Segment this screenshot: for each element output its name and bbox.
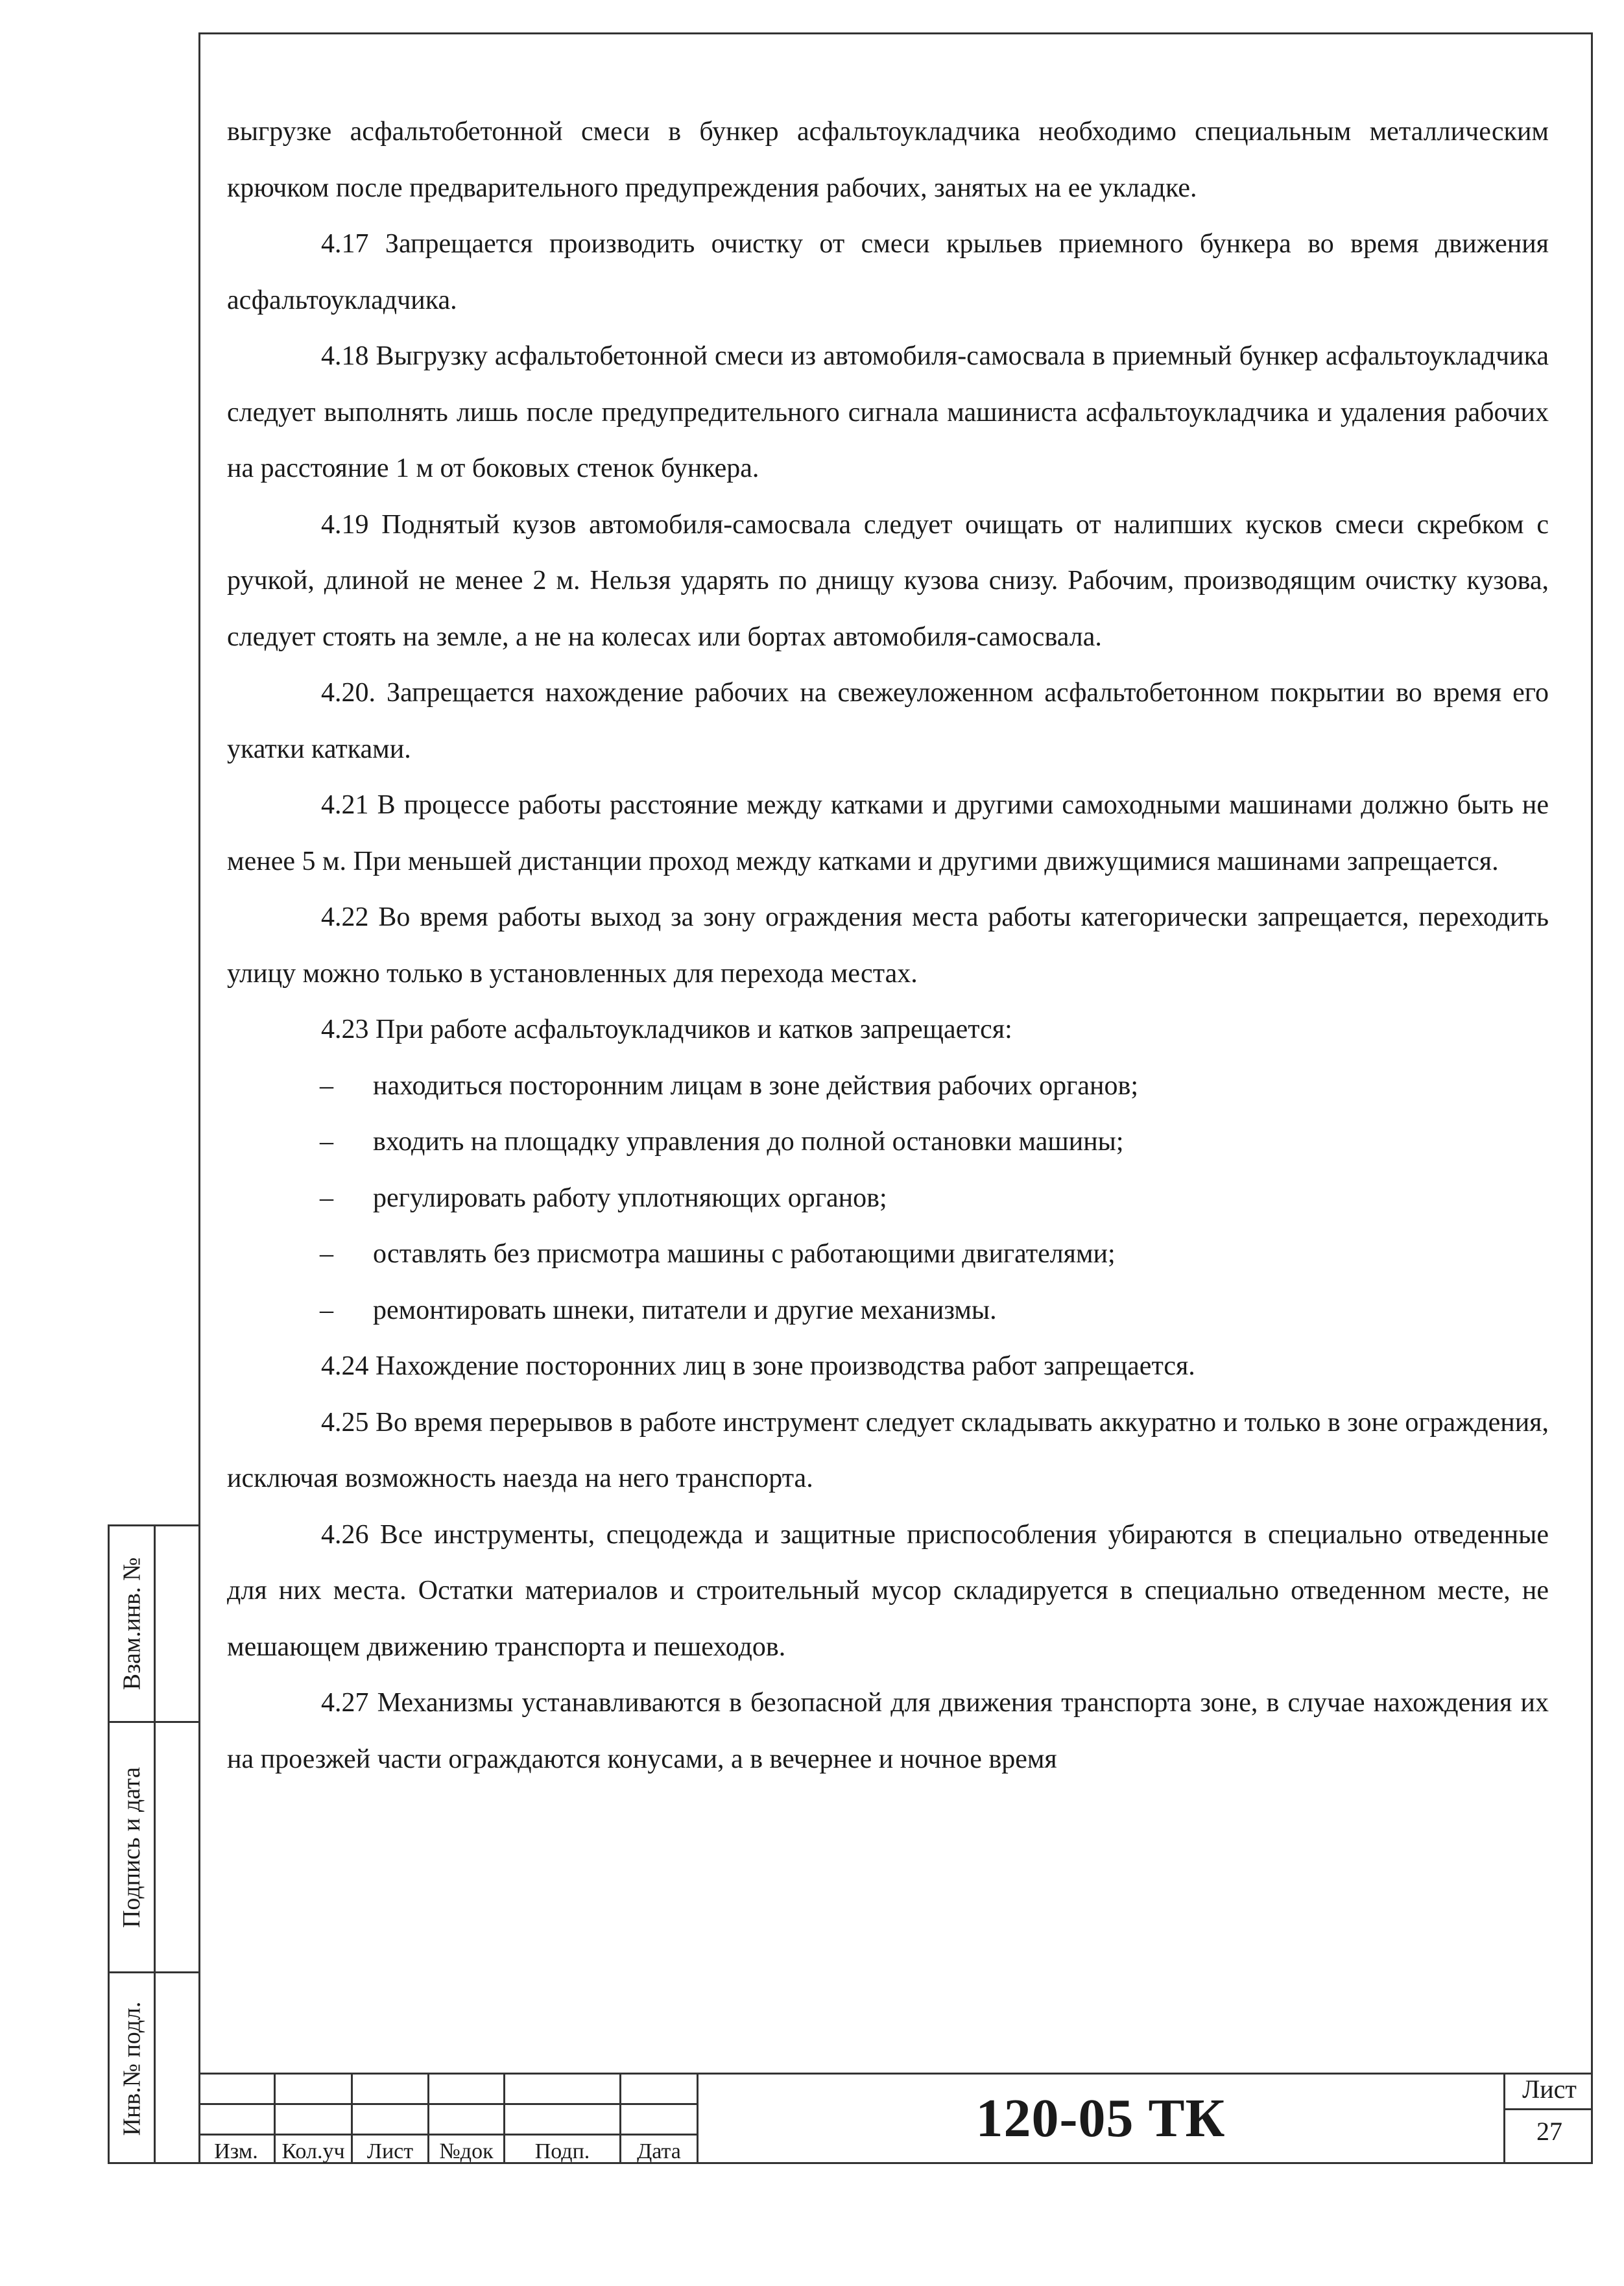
paragraph-4-22: 4.22 Во время работы выход за зону ограждения места работы категорически запрещается, переходить улицу можно только в установленных для перехода местах. [227, 902, 1549, 989]
list-dash: – [320, 1239, 333, 1269]
paragraph-4-24: 4.24 Нахождение посторонних лиц в зоне производства работ запрещается. [321, 1351, 1195, 1381]
paragraph-4-21: 4.21 В процессе работы расстояние между катками и другими самоходными машинами должно быть не менее 5 м. При меньшей дистанции проход между катками и другими движущимися машинами запрещается. [227, 790, 1549, 876]
tb-line [1503, 2108, 1593, 2110]
paragraph-4-25: 4.25 Во время перерывов в работе инструмент следует складывать аккуратно и только в зоне ограждения, исключая возможность наезда на него транспорта. [227, 1407, 1549, 1493]
tb-header-data: Дата [637, 2139, 681, 2163]
tb-header-ndoc: №док [439, 2139, 494, 2163]
list-item [227, 1226, 1549, 1282]
document-code: 120-05 ТК [975, 2088, 1226, 2148]
list-item [227, 1058, 1549, 1114]
list-item-text: входить на площадку управления до полной остановки машины; [373, 1127, 1124, 1157]
tb-header-list: Лист [366, 2139, 414, 2163]
list-dash: – [320, 1070, 333, 1101]
paragraph-4-23: 4.23 При работе асфальтоукладчиков и катков запрещается: [321, 1015, 1012, 1044]
list-item-text: находиться посторонним лицам в зоне действия рабочих органов; [373, 1070, 1138, 1101]
side-row-replaced-inv [110, 1526, 200, 1723]
paragraph-4-20: 4.20. Запрещается нахождение рабочих на свежеуложенном асфальтобетонном покрытии во время его укатки катками. [227, 678, 1549, 764]
list-item [227, 1170, 1549, 1227]
tb-header-izm: Изм. [214, 2139, 258, 2163]
list-dash: – [320, 1183, 333, 1213]
side-stamp [108, 1524, 200, 2164]
side-row-inv-original [110, 1973, 200, 2164]
paragraph-4-17: 4.17 Запрещается производить очистку от смеси крыльев приемного бункера во время движения асфальтоукладчика. [227, 229, 1549, 315]
tb-header-podp: Подп. [534, 2139, 590, 2163]
list-item-text: ремонтировать шнеки, питатели и другие механизмы. [373, 1295, 997, 1325]
paragraph-4-26: 4.26 Все инструменты, спецодежда и защитные приспособления убираются в специально отведенные для них места. Остатки материалов и строительный мусор складируется в специально отведенном месте, не мешающем движению транспорта и пешеходов. [227, 1519, 1549, 1662]
sheet-number: 27 [1536, 2117, 1562, 2146]
paragraph: выгрузке асфальтобетонной смеси в бункер асфальтоукладчика необходимо специальным металлическим крючком после предварительного предупреждения рабочих, занятых на ее укладке. [227, 117, 1549, 203]
paragraph-4-19: 4.19 Поднятый кузов автомобиля-самосвала следует очищать от налипших кусков смеси скребком с ручкой, длиной не менее 2 м. Нельзя ударять по днищу кузова снизу. Рабочим, производящим очистку кузова, следует стоять на земле, а не на колесах или бортах автомобиля-самосвала. [227, 509, 1549, 652]
list-item [227, 1282, 1549, 1339]
tb-header-kol: Кол.уч [281, 2139, 345, 2163]
list-dash: – [320, 1127, 333, 1157]
paragraph-4-27: 4.27 Механизмы устанавливаются в безопасной для движения транспорта зоне, в случае нахождения их на проезжей части ограждаются конусами, а в вечернее и ночное время [227, 1688, 1549, 1774]
list-item-text: регулировать работу уплотняющих органов; [373, 1183, 887, 1213]
sheet-label: Лист [1522, 2075, 1577, 2104]
inv-original-label: Инв.№ подл. [118, 2001, 146, 2136]
list-item-text: оставлять без присмотра машины с работающими двигателями; [373, 1239, 1116, 1269]
signature-date-label: Подпись и дата [118, 1766, 146, 1928]
list-item [227, 1114, 1549, 1170]
side-row-signature [110, 1723, 200, 1973]
document-body [227, 104, 1549, 1787]
tb-line [1503, 2073, 1505, 2164]
replaced-inv-label: Взам.инв. № [118, 1557, 146, 1690]
paragraph-4-18: 4.18 Выгрузку асфальтобетонной смеси из автомобиля-самосвала в приемный бункер асфальтоукладчика следует выполнять лишь после предупредительного сигнала машиниста асфальтоукладчика и удаления рабочих на расстояние 1 м от боковых стенок бункера. [227, 341, 1549, 483]
list-dash: – [320, 1295, 333, 1325]
